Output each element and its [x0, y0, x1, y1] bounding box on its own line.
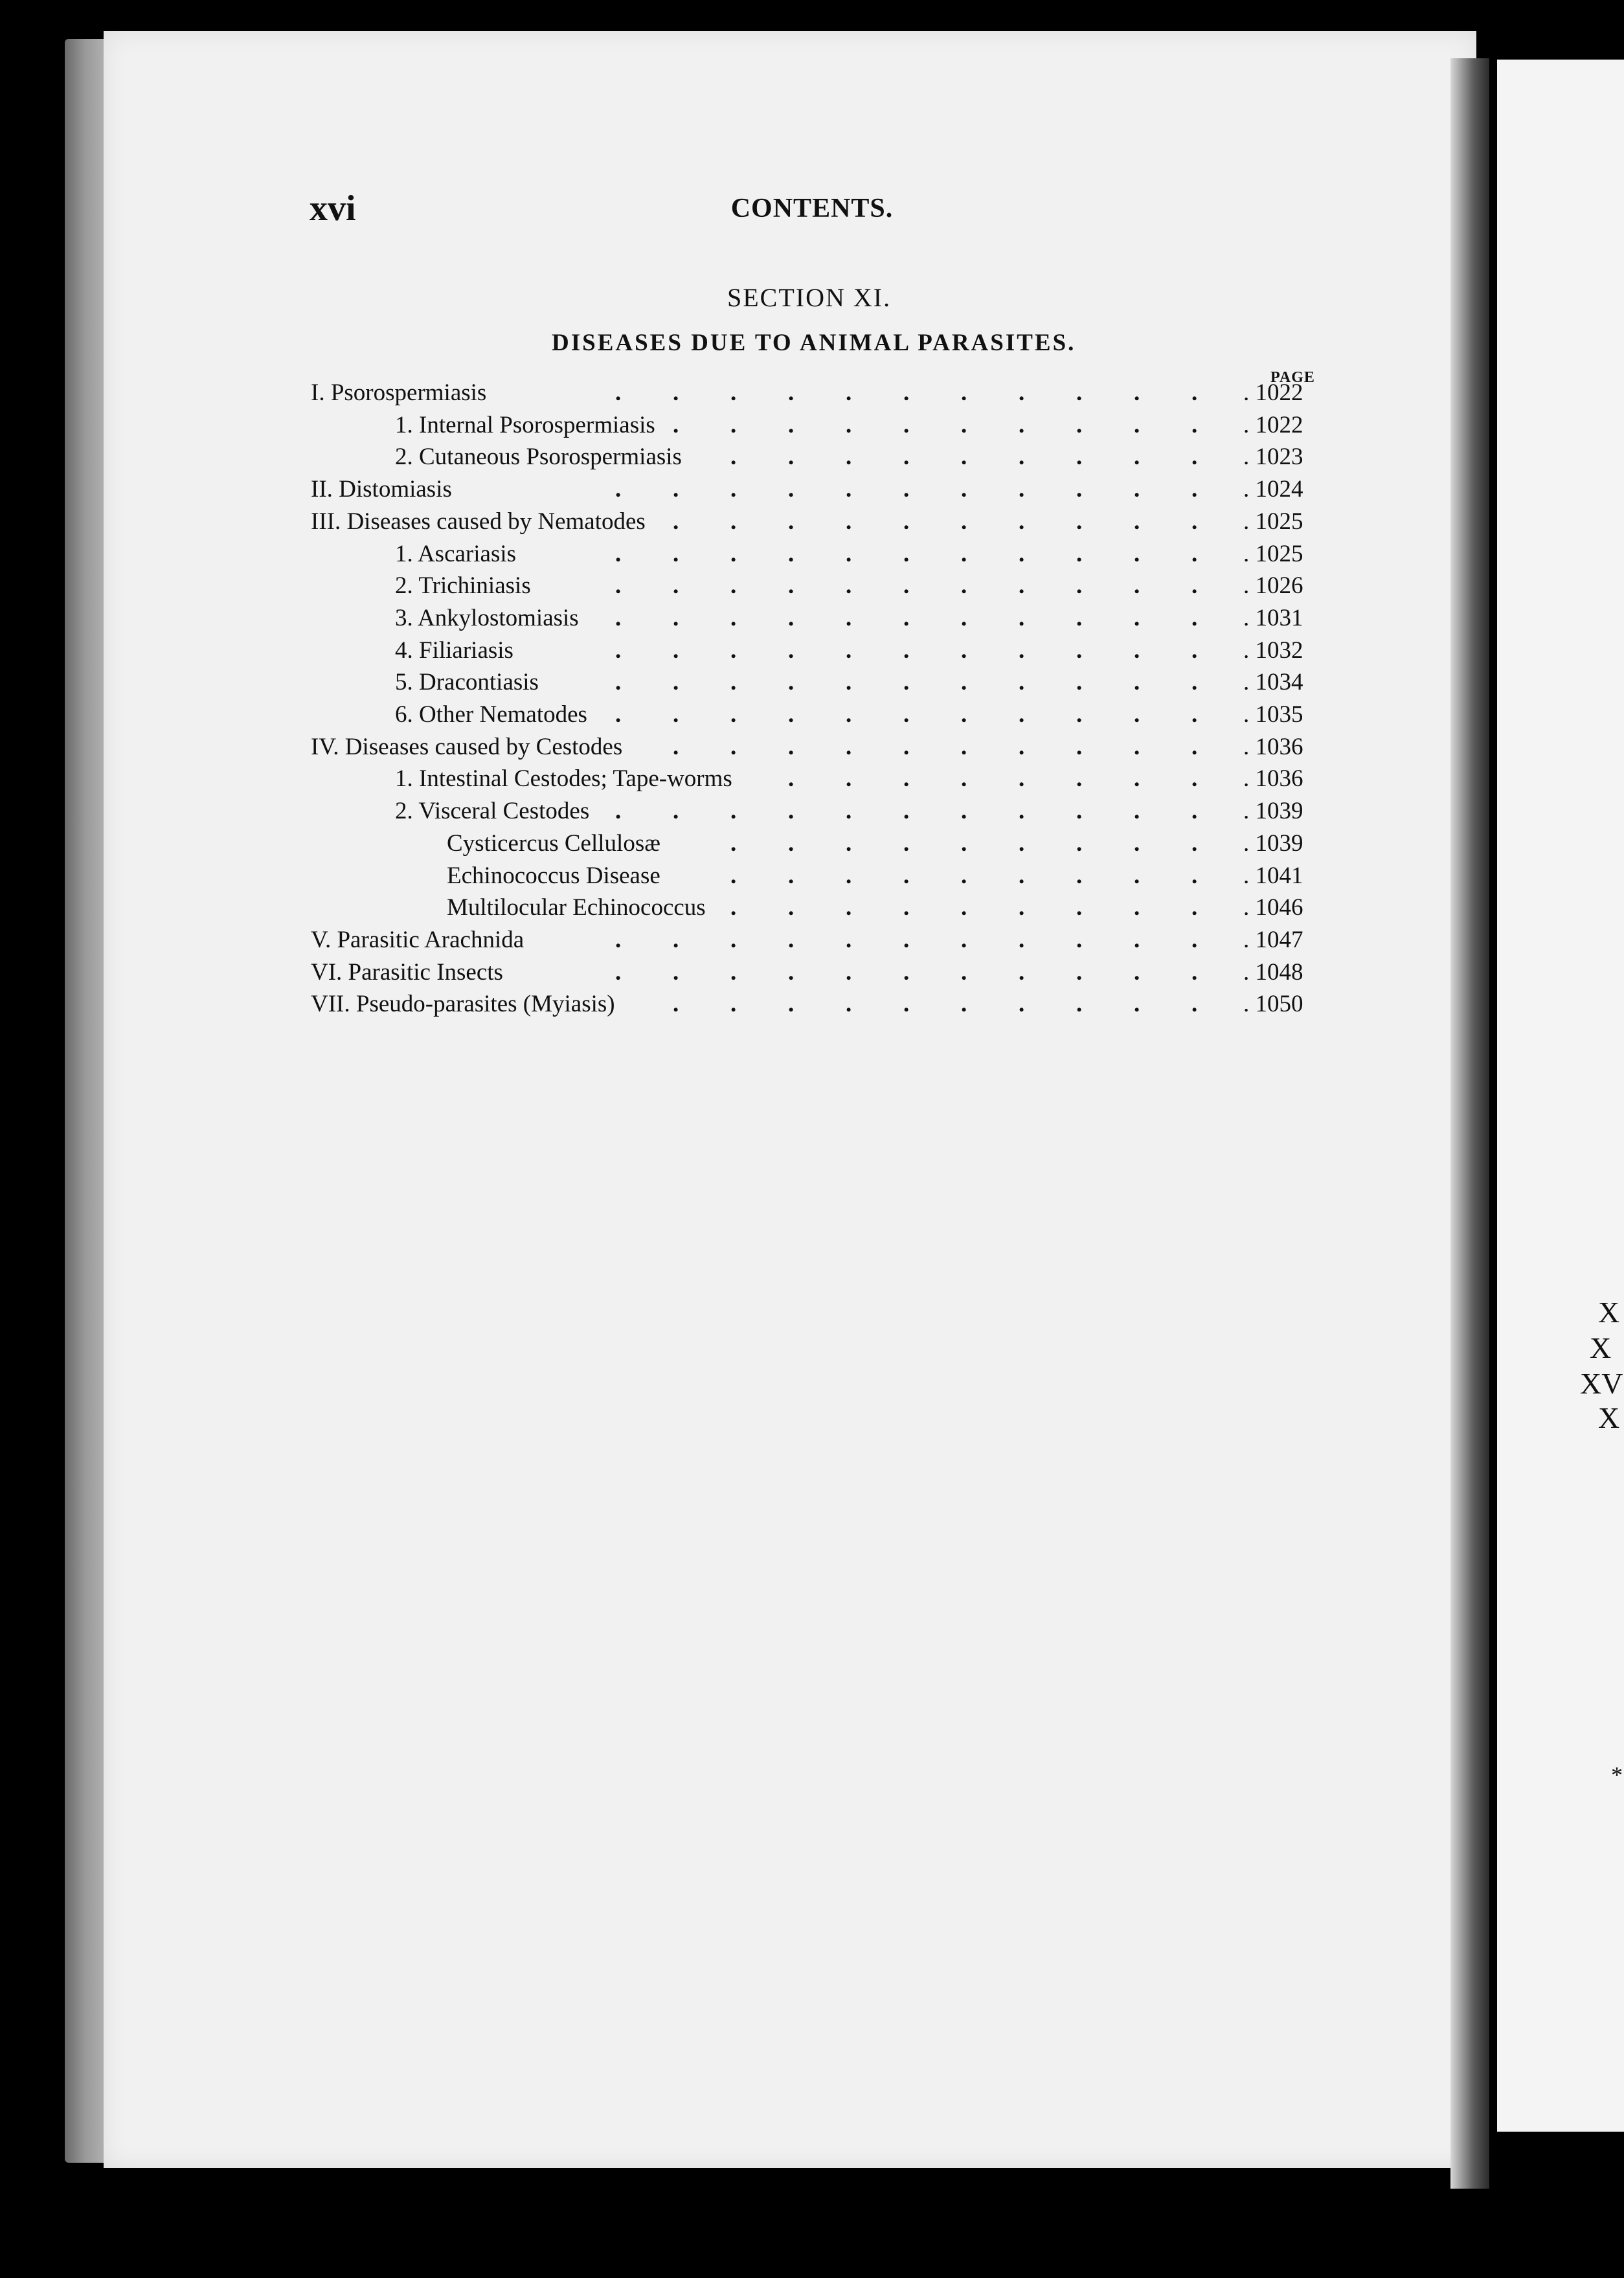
toc-entry [0, 733, 1624, 765]
leader-dot: . [1019, 701, 1025, 728]
leader-dot: . [730, 958, 737, 986]
leader-dot: . [1076, 637, 1083, 664]
leader-dot: . [673, 958, 679, 986]
leader-dot: . [846, 862, 852, 889]
leader-dot: . [788, 637, 795, 664]
page-number: xvi [310, 188, 356, 229]
leader-dot: . [615, 572, 622, 600]
leader-dot: . [673, 476, 679, 503]
leader-dot: . [1019, 829, 1025, 857]
leader-dot: . [1191, 379, 1198, 406]
leader-dot: . [903, 637, 910, 664]
leader-dot: . [846, 444, 852, 471]
leader-dot: . [846, 476, 852, 503]
leader-dot: . [615, 476, 622, 503]
leader-dot: . [846, 765, 852, 793]
facing-page-fragment: * [1611, 1762, 1623, 1788]
leader-dot: . [903, 926, 910, 953]
leader-dot: . [673, 926, 679, 953]
leader-dot: . [730, 862, 737, 889]
leader-dot: . [673, 637, 679, 664]
leader-dot: . [1019, 476, 1025, 503]
leader-dot: . [846, 798, 852, 825]
leader-dot: . [961, 379, 967, 406]
leader-dot: . [788, 604, 795, 631]
facing-page [1497, 60, 1624, 2132]
leader-dot: . [1076, 572, 1083, 600]
leader-dot: . [730, 637, 737, 664]
facing-page-fragment: X [1598, 1401, 1620, 1434]
leader-dot: . [788, 733, 795, 760]
toc-entry-label: Multilocular Echinococcus [447, 894, 706, 921]
leader-dot: . [1076, 733, 1083, 760]
toc-entry-label: 6. Other Nematodes [395, 701, 587, 728]
leader-dot: . [1076, 926, 1083, 953]
toc-entry [0, 894, 1624, 926]
leader-dot: . [673, 411, 679, 438]
leader-dot: . [1076, 958, 1083, 986]
leader-dot: . [961, 540, 967, 567]
leader-dot: . [846, 379, 852, 406]
leader-dot: . [788, 829, 795, 857]
toc-entry [0, 829, 1624, 862]
leader-dot: . [1019, 572, 1025, 600]
leader-dot: . [1076, 765, 1083, 793]
leader-dot: . [1191, 572, 1198, 600]
leader-dot: . [615, 926, 622, 953]
toc-entry [0, 379, 1624, 411]
leader-dot: . [1134, 379, 1140, 406]
leader-dot: . [1019, 637, 1025, 664]
leader-dot: . [1019, 862, 1025, 889]
toc-entry-label: 2. Visceral Cestodes [395, 798, 590, 825]
leader-dot: . [1019, 958, 1025, 986]
toc-entry [0, 958, 1624, 991]
toc-entry-label: 4. Filiariasis [395, 637, 513, 664]
leader-dot: . [730, 829, 737, 857]
leader-dot: . [1076, 604, 1083, 631]
toc-entry-page: . 1046 [1243, 894, 1303, 921]
toc-entry [0, 797, 1624, 829]
leader-dot: . [903, 508, 910, 535]
leader-dot: . [615, 701, 622, 728]
leader-dot: . [961, 733, 967, 760]
leader-dot: . [903, 572, 910, 600]
leader-dot: . [615, 798, 622, 825]
leader-dot: . [903, 862, 910, 889]
leader-dot: . [1076, 508, 1083, 535]
toc-entry-label: 2. Cutaneous Psorospermiasis [395, 444, 682, 471]
leader-dot: . [1076, 444, 1083, 471]
leader-dot: . [788, 540, 795, 567]
toc-entry-label: 1. Intestinal Cestodes; Tape-worms [395, 765, 732, 793]
leader-dot: . [1191, 894, 1198, 921]
leader-dot: . [673, 604, 679, 631]
leader-dot: . [903, 701, 910, 728]
leader-dot: . [903, 604, 910, 631]
leader-dot: . [846, 958, 852, 986]
toc-entry [0, 701, 1624, 733]
leader-dot: . [1134, 926, 1140, 953]
facing-page-fragment: X [1598, 1296, 1620, 1329]
toc-entry-label: VII. Pseudo-parasites (Myiasis) [311, 991, 615, 1018]
leader-dot: . [1076, 829, 1083, 857]
leader-dot: . [1191, 540, 1198, 567]
leader-dot: . [673, 701, 679, 728]
leader-dot: . [730, 476, 737, 503]
leader-dot: . [903, 991, 910, 1018]
toc-entry [0, 637, 1624, 669]
leader-dot: . [788, 862, 795, 889]
leader-dot: . [961, 444, 967, 471]
leader-dot: . [961, 894, 967, 921]
leader-dot: . [1076, 411, 1083, 438]
leader-dot: . [1134, 508, 1140, 535]
toc-entry [0, 443, 1624, 475]
leader-dot: . [1019, 894, 1025, 921]
leader-dot: . [903, 765, 910, 793]
leader-dot: . [1019, 669, 1025, 696]
leader-dot: . [730, 798, 737, 825]
toc-entry [0, 862, 1624, 894]
toc-entry-label: V. Parasitic Arachnida [311, 926, 524, 953]
leader-dot: . [673, 733, 679, 760]
leader-dot: . [615, 604, 622, 631]
leader-dot: . [961, 669, 967, 696]
toc-entry-page: . 1032 [1243, 637, 1303, 664]
leader-dot: . [730, 991, 737, 1018]
leader-dot: . [846, 411, 852, 438]
leader-dot: . [1134, 862, 1140, 889]
leader-dot: . [1019, 926, 1025, 953]
leader-dot: . [1019, 798, 1025, 825]
toc-entry-page: . 1035 [1243, 701, 1303, 728]
book-gutter [1450, 58, 1489, 2189]
leader-dot: . [1191, 669, 1198, 696]
leader-dot: . [730, 926, 737, 953]
leader-dot: . [1019, 604, 1025, 631]
leader-dot: . [846, 540, 852, 567]
leader-dot: . [846, 926, 852, 953]
leader-dot: . [730, 733, 737, 760]
leader-dot: . [1019, 765, 1025, 793]
leader-dot: . [1019, 540, 1025, 567]
toc-entry [0, 926, 1624, 958]
leader-dot: . [961, 829, 967, 857]
leader-dot: . [615, 637, 622, 664]
leader-dot: . [673, 991, 679, 1018]
leader-dot: . [1191, 765, 1198, 793]
leader-dot: . [1191, 991, 1198, 1018]
leader-dot: . [1191, 411, 1198, 438]
running-head-text: CONTENTS. [730, 194, 894, 223]
leader-dot: . [961, 572, 967, 600]
leader-dot: . [1019, 733, 1025, 760]
leader-dot: . [961, 701, 967, 728]
toc-entry-label: II. Distomiasis [311, 476, 452, 503]
toc-entry-page: . 1025 [1243, 540, 1303, 567]
toc-entry [0, 668, 1624, 701]
leader-dot: . [673, 572, 679, 600]
leader-dot: . [1191, 926, 1198, 953]
leader-dot: . [1191, 637, 1198, 664]
leader-dot: . [1134, 829, 1140, 857]
leader-dot: . [730, 572, 737, 600]
toc-entry-page: . 1050 [1243, 991, 1303, 1018]
leader-dot: . [961, 991, 967, 1018]
leader-dot: . [788, 798, 795, 825]
leader-dot: . [1076, 991, 1083, 1018]
leader-dot: . [788, 444, 795, 471]
leader-dot: . [1076, 379, 1083, 406]
leader-dot: . [903, 894, 910, 921]
toc-entry-page: . 1047 [1243, 926, 1303, 953]
leader-dot: . [1134, 444, 1140, 471]
leader-dot: . [730, 379, 737, 406]
leader-dot: . [730, 701, 737, 728]
leader-dot: . [846, 508, 852, 535]
leader-dot: . [788, 476, 795, 503]
leader-dot: . [788, 701, 795, 728]
leader-dot: . [788, 894, 795, 921]
facing-page-fragment: X [1590, 1331, 1612, 1364]
running-head [0, 193, 1624, 224]
leader-dot: . [1134, 991, 1140, 1018]
leader-dot: . [961, 508, 967, 535]
leader-dot: . [1076, 862, 1083, 889]
toc-entry-label: 2. Trichiniasis [395, 572, 531, 600]
leader-dot: . [903, 379, 910, 406]
leader-dot: . [961, 637, 967, 664]
leader-dot: . [788, 411, 795, 438]
leader-dot: . [730, 894, 737, 921]
leader-dot: . [1019, 411, 1025, 438]
leader-dot: . [1191, 701, 1198, 728]
leader-dot: . [1191, 829, 1198, 857]
leader-dot: . [961, 476, 967, 503]
leader-dot: . [1019, 991, 1025, 1018]
toc-entry-label: VI. Parasitic Insects [311, 958, 503, 986]
leader-dot: . [961, 765, 967, 793]
toc-entry [0, 990, 1624, 1022]
leader-dot: . [1076, 540, 1083, 567]
leader-dot: . [1076, 669, 1083, 696]
leader-dot: . [615, 958, 622, 986]
leader-dot: . [1191, 604, 1198, 631]
leader-dot: . [788, 669, 795, 696]
leader-dot: . [1076, 476, 1083, 503]
leader-dot: . [1191, 862, 1198, 889]
leader-dot: . [846, 604, 852, 631]
leader-dot: . [673, 669, 679, 696]
leader-dot: . [961, 862, 967, 889]
leader-dot: . [730, 444, 737, 471]
toc-entry-page: . 1031 [1243, 604, 1303, 631]
toc-entry-label: Cysticercus Cellulosæ [447, 829, 660, 857]
leader-dot: . [1076, 701, 1083, 728]
toc-entry [0, 572, 1624, 604]
toc-entry-page: . 1025 [1243, 508, 1303, 535]
leader-dot: . [1191, 798, 1198, 825]
leader-dot: . [1019, 444, 1025, 471]
leader-dot: . [961, 958, 967, 986]
leader-dot: . [730, 411, 737, 438]
leader-dot: . [1134, 765, 1140, 793]
leader-dot: . [1019, 379, 1025, 406]
leader-dot: . [846, 894, 852, 921]
leader-dot: . [903, 540, 910, 567]
leader-dot: . [846, 637, 852, 664]
leader-dot: . [1191, 476, 1198, 503]
leader-dot: . [903, 411, 910, 438]
leader-dot: . [846, 701, 852, 728]
toc-entry [0, 765, 1624, 797]
leader-dot: . [673, 798, 679, 825]
toc-entry-page: . 1048 [1243, 958, 1303, 986]
leader-dot: . [1019, 508, 1025, 535]
toc-entry [0, 475, 1624, 508]
leader-dot: . [903, 444, 910, 471]
toc-entry-page: . 1039 [1243, 798, 1303, 825]
toc-entry-page: . 1024 [1243, 476, 1303, 503]
facing-page-fragment: XV [1580, 1367, 1623, 1400]
leader-dot: . [1134, 637, 1140, 664]
leader-dot: . [1191, 444, 1198, 471]
leader-dot: . [846, 669, 852, 696]
leader-dot: . [673, 540, 679, 567]
leader-dot: . [615, 540, 622, 567]
toc-entry-page: . 1026 [1243, 572, 1303, 600]
toc-entry-label: 1. Ascariasis [395, 540, 517, 567]
leader-dot: . [788, 926, 795, 953]
leader-dot: . [1076, 894, 1083, 921]
leader-dot: . [961, 604, 967, 631]
leader-dot: . [788, 765, 795, 793]
toc-entry-page: . 1034 [1243, 669, 1303, 696]
leader-dot: . [1076, 798, 1083, 825]
leader-dot: . [788, 572, 795, 600]
toc-entry-label: IV. Diseases caused by Cestodes [311, 733, 623, 760]
toc-entry [0, 604, 1624, 637]
toc-entry-page: . 1022 [1243, 411, 1303, 438]
toc-entry-page: . 1036 [1243, 765, 1303, 793]
toc-entry-page: . 1022 [1243, 379, 1303, 406]
toc-entry-label: III. Diseases caused by Nematodes [311, 508, 646, 535]
leader-dot: . [788, 508, 795, 535]
page-column-label: PAGE [1270, 369, 1315, 386]
leader-dot: . [730, 669, 737, 696]
leader-dot: . [1134, 572, 1140, 600]
leader-dot: . [673, 508, 679, 535]
toc-entry-page: . 1036 [1243, 733, 1303, 760]
leader-dot: . [961, 411, 967, 438]
leader-dot: . [903, 829, 910, 857]
leader-dot: . [903, 669, 910, 696]
leader-dot: . [846, 572, 852, 600]
section-subtitle: DISEASES DUE TO ANIMAL PARASITES. [552, 330, 1076, 356]
leader-dot: . [1134, 540, 1140, 567]
leader-dot: . [1191, 508, 1198, 535]
leader-dot: . [846, 829, 852, 857]
leader-dot: . [903, 798, 910, 825]
leader-dot: . [788, 991, 795, 1018]
leader-dot: . [788, 958, 795, 986]
leader-dot: . [673, 379, 679, 406]
leader-dot: . [1134, 411, 1140, 438]
toc-entry-label: 5. Dracontiasis [395, 669, 539, 696]
leader-dot: . [903, 733, 910, 760]
leader-dot: . [903, 476, 910, 503]
leader-dot: . [730, 604, 737, 631]
leader-dot: . [788, 379, 795, 406]
leader-dot: . [1134, 701, 1140, 728]
leader-dot: . [1134, 733, 1140, 760]
toc-entry [0, 411, 1624, 444]
leader-dot: . [1191, 958, 1198, 986]
leader-dot: . [615, 669, 622, 696]
leader-dot: . [1134, 894, 1140, 921]
leader-dot: . [1134, 669, 1140, 696]
toc-entry-label: 3. Ankylostomiasis [395, 604, 579, 631]
leader-dot: . [846, 733, 852, 760]
toc-entry-page: . 1039 [1243, 829, 1303, 857]
leader-dot: . [1134, 958, 1140, 986]
leader-dot: . [1134, 476, 1140, 503]
leader-dot: . [1134, 604, 1140, 631]
leader-dot: . [1191, 733, 1198, 760]
leader-dot: . [615, 379, 622, 406]
leader-dot: . [846, 991, 852, 1018]
toc-entry-page: . 1023 [1243, 444, 1303, 471]
leader-dot: . [961, 926, 967, 953]
leader-dot: . [961, 798, 967, 825]
leader-dot: . [903, 958, 910, 986]
toc-entry [0, 508, 1624, 540]
toc-entry-page: . 1041 [1243, 862, 1303, 889]
section-title: SECTION XI. [727, 283, 892, 312]
leader-dot: . [730, 508, 737, 535]
toc-entry-label: I. Psorospermiasis [311, 379, 487, 406]
toc-entry-label: Echinococcus Disease [447, 862, 660, 889]
toc-entry-label: 1. Internal Psorospermiasis [395, 411, 655, 438]
leader-dot: . [1134, 798, 1140, 825]
leader-dot: . [730, 540, 737, 567]
toc-entry [0, 540, 1624, 572]
